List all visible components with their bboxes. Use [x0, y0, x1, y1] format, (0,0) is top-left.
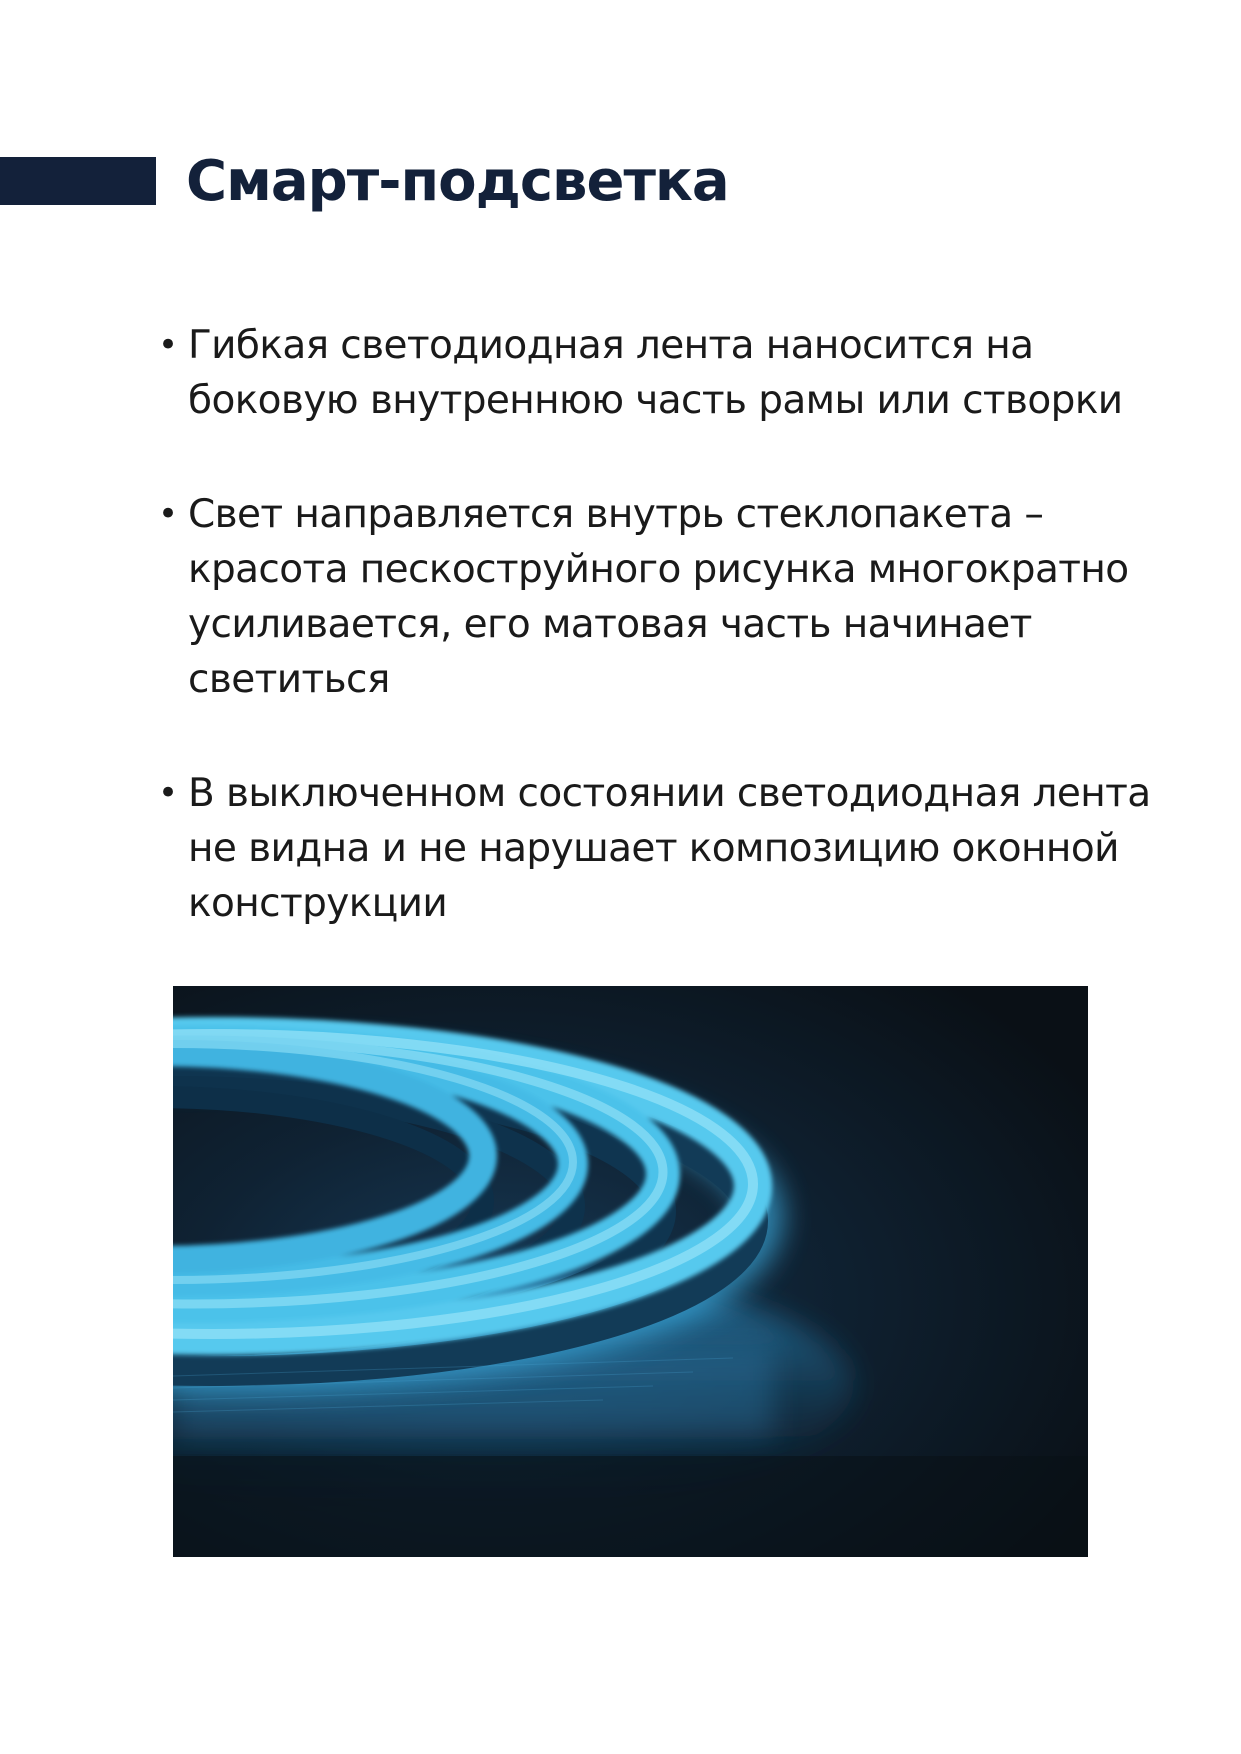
- bullet-list: [158, 318, 1158, 990]
- bullet-text-line: боковую внутреннюю часть рамы или створки: [188, 378, 1123, 423]
- bullet-text-line: В выключенном состоянии светодиодная лента: [188, 771, 1151, 816]
- bullet-dot-icon: •: [158, 773, 178, 813]
- page-title: Смарт-подсветка: [186, 149, 729, 214]
- bullet-text-line: усиливается, его матовая часть начинает: [188, 602, 1032, 647]
- bullet-item-1: [158, 318, 1158, 428]
- bullet-text-line: светиться: [188, 657, 390, 702]
- bullet-text-line: красота пескоструйного рисунка многократно: [188, 547, 1129, 592]
- led-strip-photo: [173, 986, 1088, 1557]
- title-accent-bar: [0, 157, 156, 205]
- bullet-text-line: Гибкая светодиодная лента наносится на: [188, 323, 1034, 368]
- bullet-text-line: Свет направляется внутрь стеклопакета –: [188, 492, 1044, 537]
- bullet-dot-icon: •: [158, 494, 178, 534]
- bullet-item-2: [158, 487, 1158, 707]
- led-strip-illustration: [173, 986, 1088, 1557]
- bullet-text-line: не видна и не нарушает композицию оконной: [188, 826, 1119, 871]
- bullet-text-line: конструкции: [188, 881, 448, 926]
- bullet-dot-icon: •: [158, 325, 178, 365]
- bullet-item-3: [158, 766, 1158, 931]
